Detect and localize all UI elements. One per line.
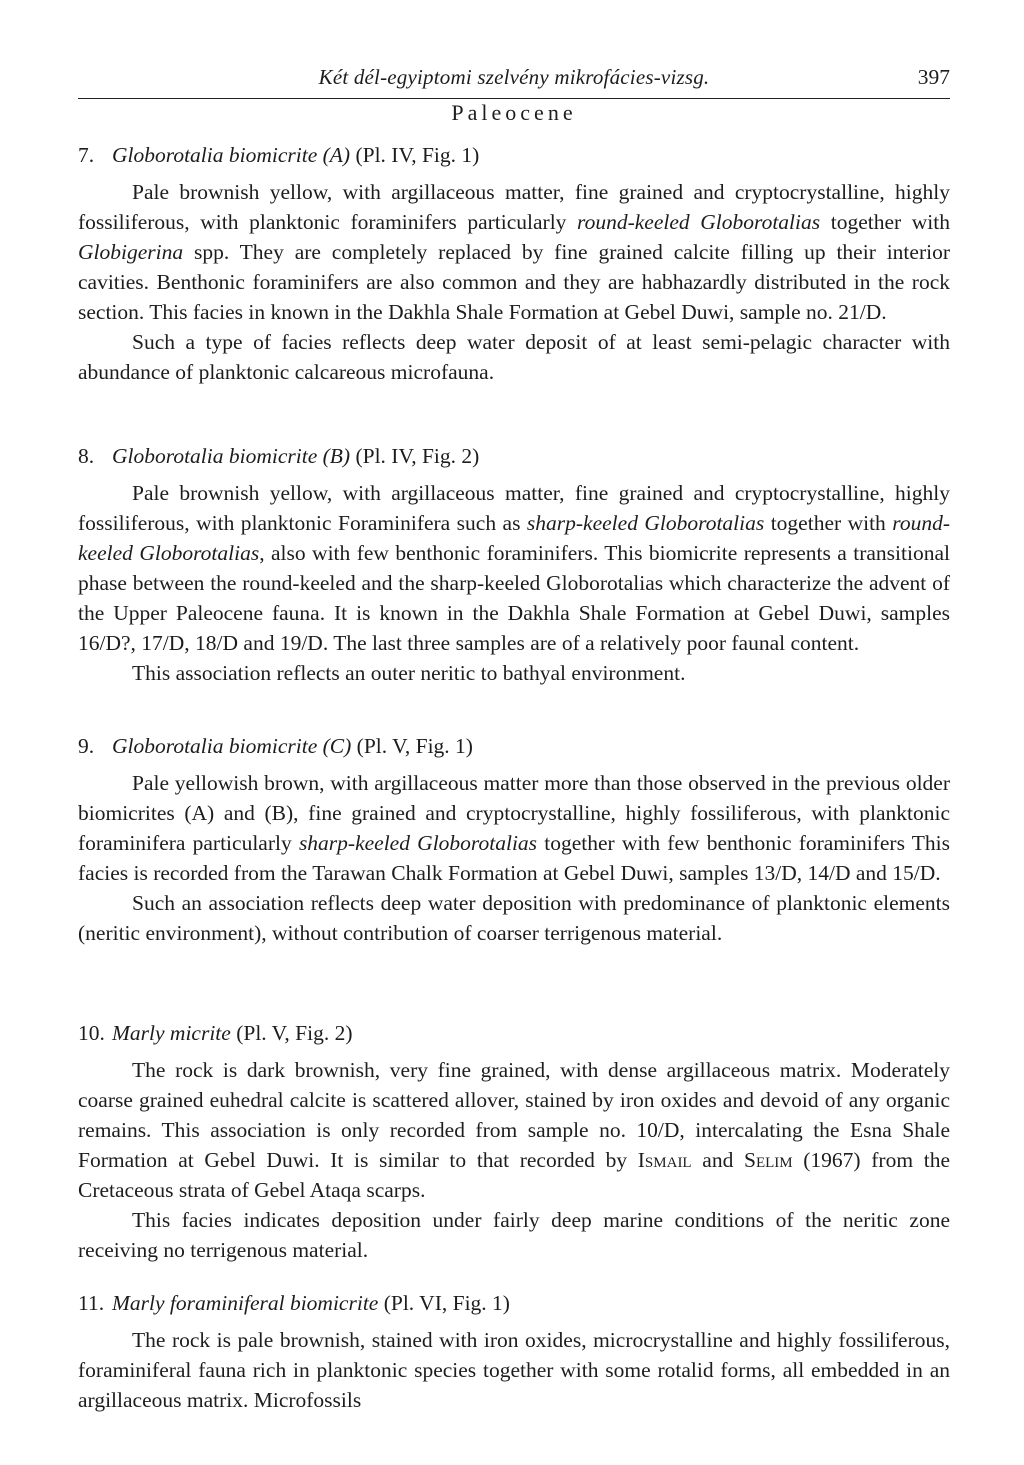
facies-name: Marly foraminiferal biomicrite <box>112 1291 379 1315</box>
entry-heading <box>78 140 950 170</box>
entry-10 <box>78 1018 950 1265</box>
page-number: 397 <box>917 65 950 89</box>
entry-number: 9. <box>78 734 95 758</box>
entry-heading <box>78 1288 950 1318</box>
plate-reference: (Pl. IV, Fig. 1) <box>355 143 480 167</box>
entry-heading <box>78 441 950 471</box>
entry-heading <box>78 1018 950 1048</box>
description-paragraph: The rock is dark brownish, very fine grained, with dense argillaceous matrix. Moderately coarse grained euhedral calcite is scattered allover, stained by iron oxides and devoid of any organic remains. This association is only recorded from sample no. 10/D, intercalating the Esna Shale Formation at Gebel Duwi. It is similar to that recorded by Ismail and Selim (1967) from the Cretaceous strata of Gebel Ataqa scarps. <box>78 1058 950 1202</box>
description-paragraph: Pale yellowish brown, with argillaceous matter more than those observed in the previous older biomicrites (A) and (B), fine grained and cryptocrystalline, highly fossiliferous, with planktonic foraminifera particularly sharp-keeled Globorotalias together with few benthonic foraminifers This facies is recorded from the Tarawan Chalk Formation at Gebel Duwi, samples 13/D, 14/D and 15/D. <box>78 771 950 885</box>
plate-reference: (Pl. V, Fig. 2) <box>236 1021 353 1045</box>
section-title: Paleocene <box>451 100 577 125</box>
plate-reference: (Pl. V, Fig. 1) <box>356 734 473 758</box>
entry-number: 11. <box>78 1291 105 1315</box>
plate-reference: (Pl. VI, Fig. 1) <box>383 1291 510 1315</box>
facies-name: Marly micrite <box>112 1021 231 1045</box>
plate-reference: (Pl. IV, Fig. 2) <box>355 444 480 468</box>
entry-7 <box>78 140 950 387</box>
interpretation-paragraph: Such a type of facies reflects deep water deposit of at least semi-pelagic character with abundance of planktonic calcareous microfauna. <box>78 330 950 384</box>
facies-name: Globorotalia biomicrite (B) <box>112 444 351 468</box>
description-paragraph: The rock is pale brownish, stained with iron oxides, microcrystalline and highly fossiliferous, foraminiferal fauna rich in planktonic species together with some rotalid forms, all embedded in an argillaceous matrix. Microfossils <box>78 1328 950 1412</box>
entry-number: 8. <box>78 444 95 468</box>
entry-heading <box>78 731 950 761</box>
entry-number: 7. <box>78 143 95 167</box>
description-paragraph: Pale brownish yellow, with argillaceous matter, fine grained and cryptocrystalline, highly fossiliferous, with planktonic foraminifers particularly round-keeled Globorotalias together with Globigerina spp. They are completely replaced by fine grained calcite filling up their interior cavities. Benthonic foraminifers are also common and they are habhazardly distributed in the rock section. This facies in known in the Dakhla Shale Formation at Gebel Duwi, sample no. 21/D. <box>78 180 951 324</box>
description-paragraph: Pale brownish yellow, with argillaceous matter, fine grained and cryptocrystalline, highly fossiliferous, with planktonic Foraminifera such as sharp-keeled Globorotalias together with round-keeled Globorotalias, also with few benthonic foraminifers. This biomicrite represents a transitional phase between the round-keeled and the sharp-keeled Globorotalias which characterize the advent of the Upper Paleocene fauna. It is known in the Dakhla Shale Formation at Gebel Duwi, samples 16/D?, 17/D, 18/D and 19/D. The last three samples are of a relatively poor faunal content. <box>78 481 950 655</box>
interpretation-paragraph: This facies indicates deposition under fairly deep marine conditions of the neritic zone receiving no terrigenous material. <box>78 1208 950 1262</box>
facies-name: Globorotalia biomicrite (A) <box>112 143 351 167</box>
running-head <box>78 62 950 99</box>
interpretation-paragraph: Such an association reflects deep water deposition with predominance of planktonic elements (neritic environment), without contribution of coarser terrigenous material. <box>78 891 950 945</box>
entry-9 <box>78 731 950 948</box>
entry-11 <box>78 1288 950 1415</box>
page <box>78 0 950 1465</box>
entry-number: 10. <box>78 1021 105 1045</box>
running-title: Két dél-egyiptomi szelvény mikrofácies-vizsg. <box>318 65 710 89</box>
interpretation-paragraph: This association reflects an outer neritic to bathyal environment. <box>132 661 686 685</box>
facies-name: Globorotalia biomicrite (C) <box>112 734 352 758</box>
entry-8 <box>78 441 950 688</box>
